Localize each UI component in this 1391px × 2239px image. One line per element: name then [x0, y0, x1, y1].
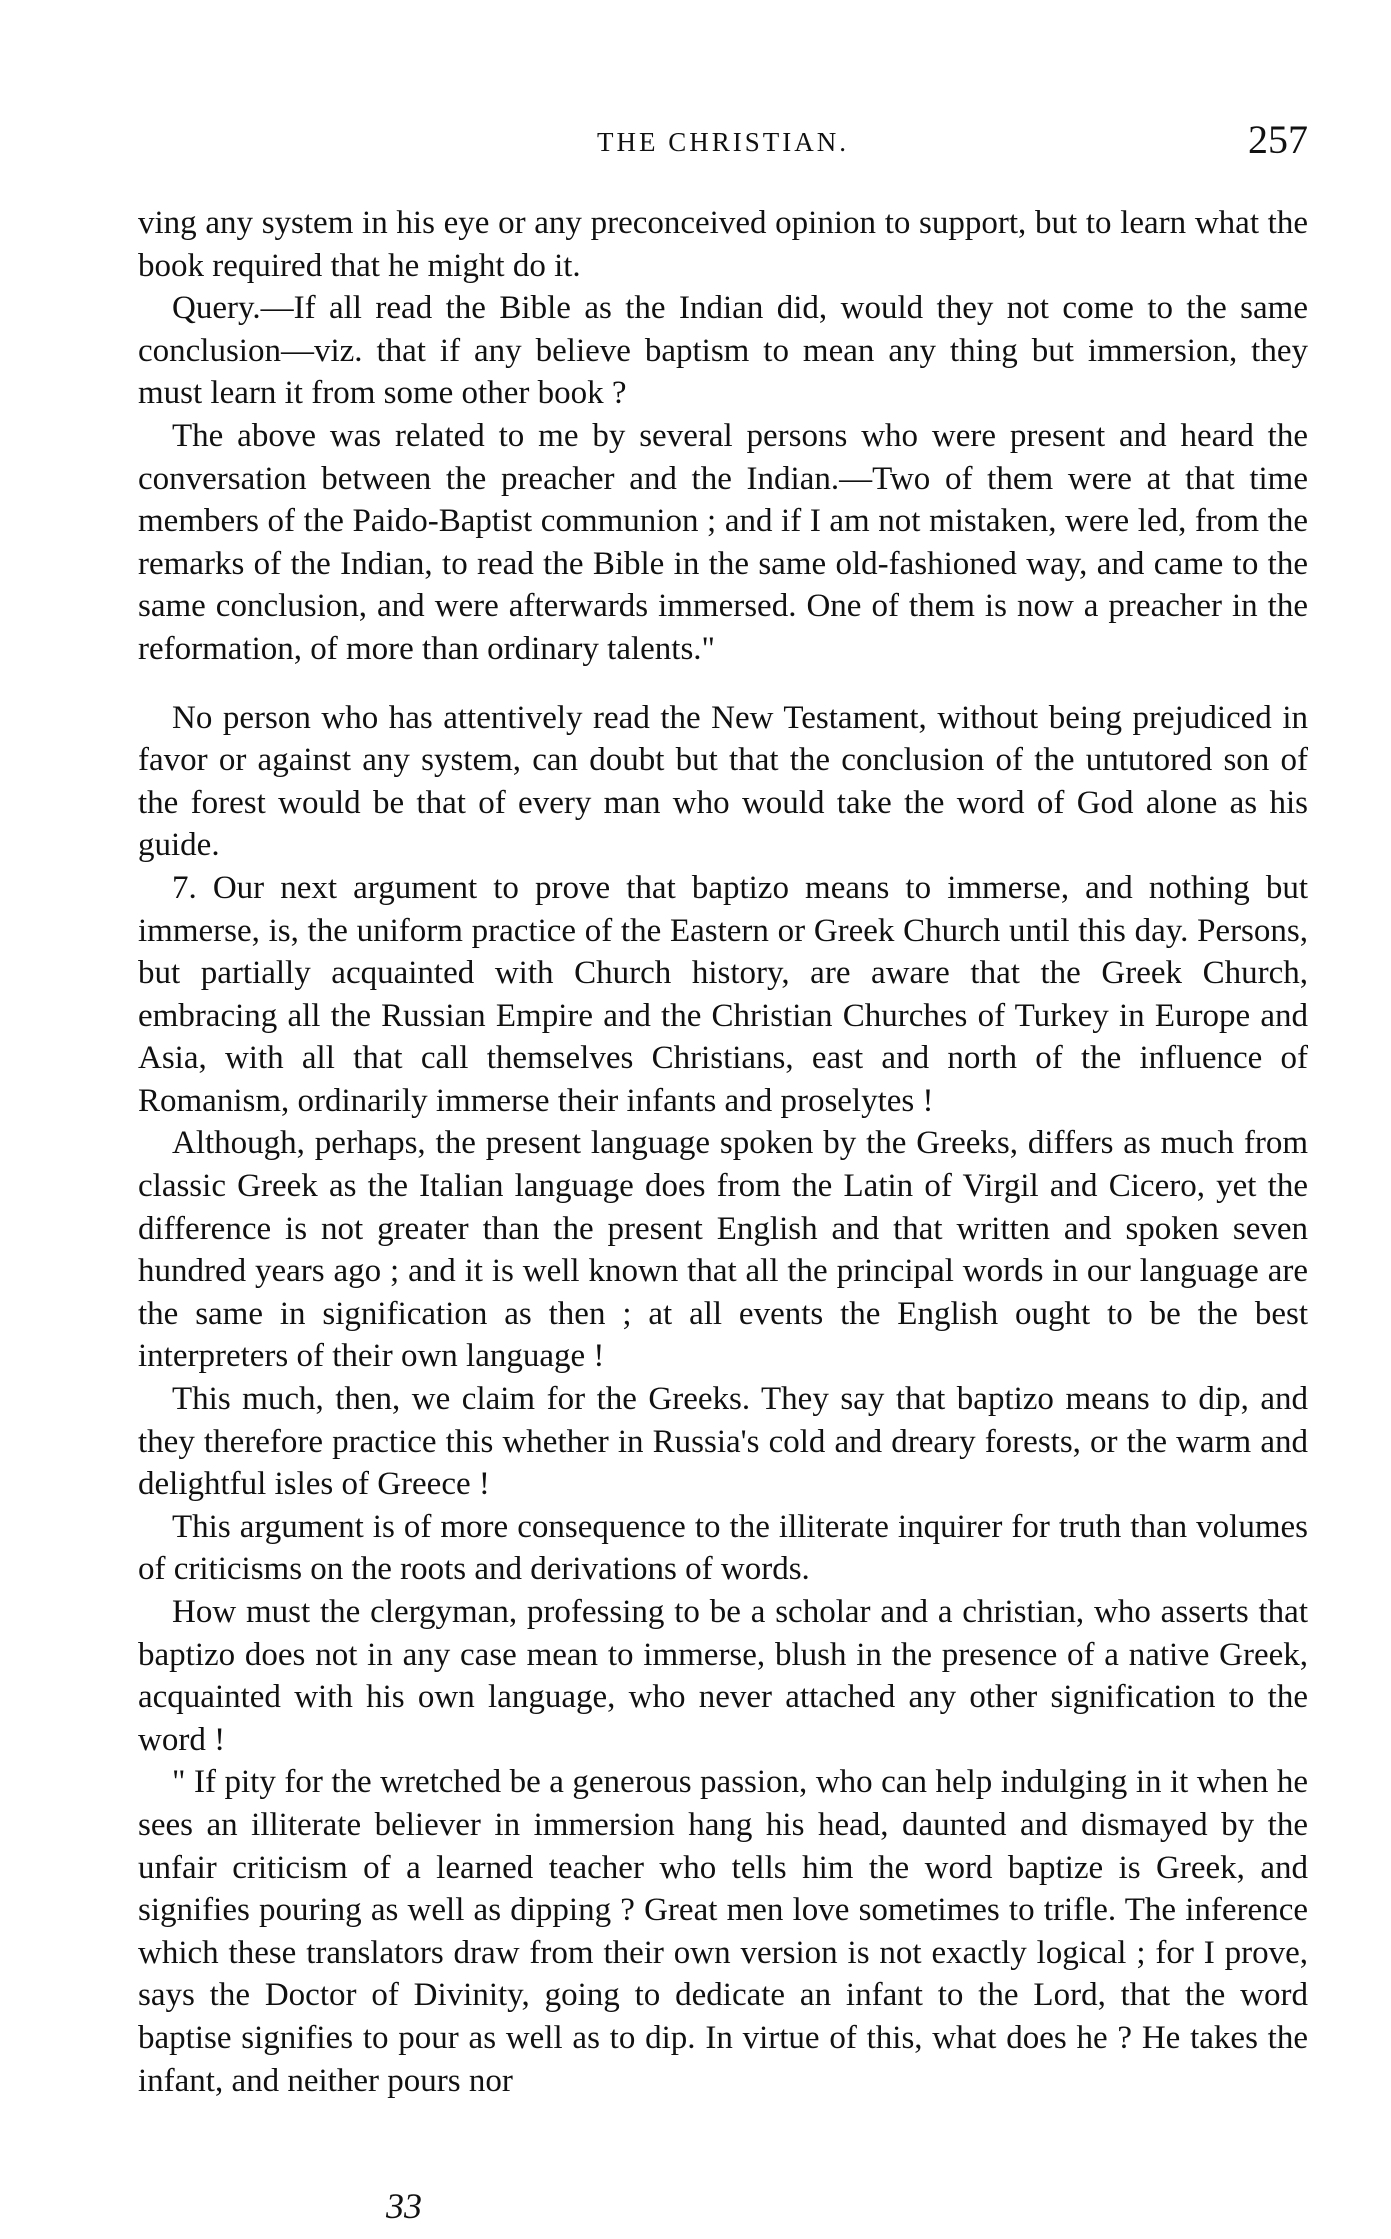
paragraph-query: Query.—If all read the Bible as the Indian did, would they not come to the same conclusion—viz. that if any believe baptism to mean any thing but immersion, they must learn it from some other book ?	[138, 290, 1308, 412]
page-body	[138, 202, 1308, 2102]
paragraph-no-person: No person who has attentively read the New Testament, without being prejudiced in favor or against any system, can doubt but that the conclusion of the untutored son of the forest would be that of every man who would take the word of God alone as his guide.	[138, 699, 1308, 864]
paragraph-continuation: ving any system in his eye or any preconceived opinion to support, but to learn what the book required that he might do it.	[138, 205, 1308, 284]
paragraph-clergyman: How must the clergyman, professing to be a scholar and a christian, who asserts that baptizo does not in any case mean to immerse, blush in the presence of a native Greek, acquainted with his own language, who never attached any other signification to the word !	[138, 1594, 1308, 1758]
signature-mark: 33	[386, 2186, 422, 2226]
page-number: 257	[1248, 117, 1308, 162]
running-title: THE CHRISTIAN.	[597, 127, 849, 157]
paragraph-although: Although, perhaps, the present language spoken by the Greeks, differs as much from classic Greek as the Italian language does from the Latin of Virgil and Cicero, yet the difference is not greater than the present English and that written and spoken seven hundred years ago ; and it is well known that all the principal words in our language are the same in signification as then ; at all events the English ought to be the best interpreters of their own language !	[138, 1125, 1308, 1375]
page-header	[138, 117, 1308, 172]
paragraph-greeks: This much, then, we claim for the Greeks. They say that baptizo means to dip, and they therefore practice this whether in Russia's cold and dreary forests, or the warm and delightful isles of Greece !	[138, 1381, 1308, 1503]
paragraph-consequence: This argument is of more consequence to the illiterate inquirer for truth than volumes of criticisms on the roots and derivations of words.	[138, 1508, 1308, 1588]
paragraph-argument-7: 7. Our next argument to prove that baptizo means to immerse, and nothing but immerse, is, the uniform practice of the Eastern or Greek Church until this day. Persons, but partially acquainted with Church history, are aware that the Greek Church, embracing all the Russian Empire and the Christian Churches of Turkey in Europe and Asia, with all that call themselves Christians, east and north of the influence of Romanism, ordinarily immerse their infants and proselytes !	[138, 869, 1308, 1119]
paragraph-pity-quote: " If pity for the wretched be a generous passion, who can help indulging in it when he sees an illiterate believer in immersion hang his head, daunted and dismayed by the unfair criticism of a learned teacher who tells him the word baptize is Greek, and signifies pouring as well as dipping ? Great men love sometimes to trifle. The inference which these translators draw from their own version is not exactly logical ; for I prove, says the Doctor of Divinity, going to dedicate an infant to the Lord, that the word baptise signifies to pour as well as to dip. In virtue of this, what does he ? He takes the infant, and neither pours nor	[138, 1764, 1308, 2099]
paragraph-related: The above was related to me by several persons who were present and heard the conversation between the preacher and the Indian.—Two of them were at that time members of the Paido-Baptist communion ; and if I am not mistaken, were led, from the remarks of the Indian, to read the Bible in the same old-fashioned way, and came to the same conclusion, and were afterwards immersed. One of them is now a preacher in the reformation, of more than ordinary talents."	[138, 417, 1308, 667]
